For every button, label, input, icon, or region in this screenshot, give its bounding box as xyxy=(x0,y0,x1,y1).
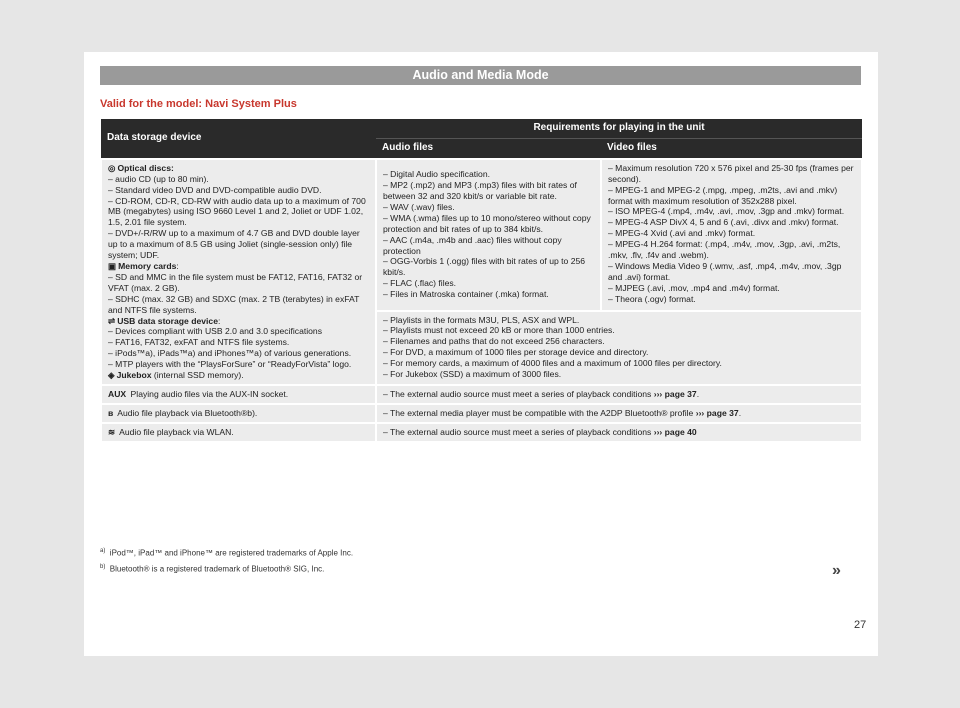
valid-model-note: Valid for the model: Navi System Plus xyxy=(100,98,297,110)
section-header: Audio and Media Mode xyxy=(100,66,861,85)
jukebox-icon: ◈ xyxy=(108,370,115,381)
wlan-label: Audio file playback via WLAN. xyxy=(119,426,234,437)
audio-line: – Digital Audio specification. xyxy=(383,169,491,180)
wlan-row-req xyxy=(376,423,862,442)
video-line: – MPEG-1 and MPEG-2 (.mpg, .mpeg, .m2ts, .avi and .mkv) format with maximum resolution of 352x288 pixel. xyxy=(608,184,838,206)
continue-mark: » xyxy=(832,562,841,579)
col-header-device: Data storage device xyxy=(101,119,376,159)
video-line: – ISO MPEG-4 (.mp4, .m4v, .avi, .mov, .3gp and .mkv) format. xyxy=(608,206,845,217)
page-number: 27 xyxy=(854,619,867,631)
aux-req-text: – The external audio source must meet a series of playback conditions xyxy=(383,388,652,399)
usb-line: – FAT16, FAT32, exFAT and NTFS file systems. xyxy=(108,337,290,348)
audio-line: – WMA (.wma) files up to 10 mono/stereo without copy protection and bit rates of up to 384 kbit/s. xyxy=(383,212,591,234)
audio-line: – Files in Matroska container (.mka) format. xyxy=(383,289,549,300)
aux-page-link[interactable]: ››› page 37 xyxy=(653,388,697,399)
disc-icon: ◎ xyxy=(108,162,116,173)
video-line: – MJPEG (.avi, .mov, .mp4 and .m4v) format. xyxy=(608,282,780,293)
video-line: – MPEG-4 H.264 format: (.mp4, .m4v, .mov, .3gp, .avi, .m2ts, .mkv, .flv, .f4v and .webm). xyxy=(608,239,841,261)
playlist-line: – For DVD, a maximum of 1000 files per storage device and directory. xyxy=(383,347,649,358)
jukebox-title: Jukebox xyxy=(116,370,152,381)
audio-line: – WAV (.wav) files. xyxy=(383,201,455,212)
video-line: – Maximum resolution 720 x 576 pixel and 25-30 fps (frames per second). xyxy=(608,162,854,184)
col-header-video: Video files xyxy=(601,138,862,158)
wlan-row-label xyxy=(101,423,376,442)
usb-line: – Devices compliant with USB 2.0 and 3.0 specifications xyxy=(108,326,322,337)
audio-line: – AAC (.m4a, .m4b and .aac) files without copy protection xyxy=(383,234,562,256)
playlist-cell xyxy=(376,311,862,385)
audio-line: – OGG-Vorbis 1 (.ogg) files with bit rates of up to 256 kbit/s. xyxy=(383,256,586,278)
memory-title: Memory cards xyxy=(118,260,177,271)
playlist-line: – For Jukebox (SSD) a maximum of 3000 files. xyxy=(383,369,562,380)
playlist-line: – Filenames and paths that do not exceed 256 characters. xyxy=(383,336,605,347)
memory-line: – SDHC (max. 32 GB) and SDXC (max. 2 TB (terabytes) in exFAT and NTFS file systems. xyxy=(108,293,360,315)
optical-line: – Standard video DVD and DVD-compatible audio DVD. xyxy=(108,184,322,195)
bluetooth-page-link[interactable]: ››› page 37 xyxy=(695,407,739,418)
usb-title: USB data storage device xyxy=(117,315,218,326)
optical-line: – DVD+/-R/RW up to a maximum of 4.7 GB and DVD double layer up to a maximum of 8.5 GB using Joliet (single-session only) file system; UDF. xyxy=(108,228,360,261)
footnote-b: $^{b)}$ Bluetooth® is a registered trademark of Bluetooth® SIG, Inc. xyxy=(100,564,325,574)
optical-line: – audio CD (up to 80 min). xyxy=(108,173,209,184)
requirements-table xyxy=(100,119,863,443)
aux-label: Playing audio files via the AUX-IN socket. xyxy=(130,388,289,399)
bluetooth-req-text: – The external media player must be compatible with the A2DP Bluetooth® profile xyxy=(383,407,694,418)
usb-icon: ⇌ xyxy=(108,315,116,326)
video-files-cell xyxy=(601,159,862,311)
usb-lines xyxy=(108,326,369,370)
wlan-req-text: – The external audio source must meet a series of playback conditions xyxy=(383,426,652,437)
col-header-requirements: Requirements for playing in the unit xyxy=(376,119,862,138)
optical-line: – CD-ROM, CD-R, CD-RW with audio data up to a maximum of 700 MB (megabytes) using ISO 9660 Level 1 and 2, Joliet or UDF 1.02, 1.5, 2.01 file system. xyxy=(108,195,366,228)
aux-row-req: – The external audio source must meet a series of playback conditions ››› page 37. xyxy=(376,385,862,404)
memory-line: – SD and MMC in the file system must be FAT12, FAT16, FAT32 or VFAT (max. 2 GB). xyxy=(108,271,363,293)
optical-title: Optical discs xyxy=(117,162,171,173)
memory-lines xyxy=(108,272,369,316)
wlan-page-link[interactable]: ››› page 40 xyxy=(653,426,697,437)
video-line: – MPEG-4 Xvid (.avi and .mkv) format. xyxy=(608,228,756,239)
playlist-line: – Playlists must not exceed 20 kB or more than 1000 entries. xyxy=(383,325,615,336)
usb-line: – iPods™a), iPads™a) and iPhones™a) of various generations. xyxy=(108,348,352,359)
video-line: – MPEG-4 ASP DivX 4, 5 and 6 (.avi, .divx and .mkv) format. xyxy=(608,217,839,228)
memory-card-icon: ▣ xyxy=(108,260,117,271)
bluetooth-label: Audio file playback via Bluetooth®b). xyxy=(117,407,258,418)
wlan-icon: ≋ xyxy=(108,426,116,437)
optical-lines xyxy=(108,174,369,261)
manual-page xyxy=(84,52,878,656)
playlist-line: – For memory cards, a maximum of 4000 files and a maximum of 1000 files per directory. xyxy=(383,358,722,369)
aux-icon: AUX xyxy=(108,388,127,399)
audio-files-cell xyxy=(376,159,601,311)
jukebox-text: (internal SSD memory). xyxy=(151,370,244,381)
aux-row-label xyxy=(101,385,376,404)
bluetooth-icon: ʙ xyxy=(108,407,114,418)
video-line: – Windows Media Video 9 (.wmv, .asf, .mp4, .m4v, .mov, .3gp and .avi) format. xyxy=(608,260,842,282)
audio-line: – FLAC (.flac) files. xyxy=(383,278,457,289)
bluetooth-row-label xyxy=(101,404,376,423)
playlist-line: – Playlists in the formats M3U, PLS, ASX and WPL. xyxy=(383,314,580,325)
audio-line: – MP2 (.mp2) and MP3 (.mp3) files with bit rates of between 32 and 320 kbit/s or variable bit rate. xyxy=(383,180,577,202)
video-line: – Theora (.ogv) format. xyxy=(608,293,696,304)
col-header-audio: Audio files xyxy=(376,138,601,158)
bluetooth-row-req: – The external media player must be compatible with the A2DP Bluetooth® profile ››› page 37. xyxy=(376,404,862,423)
device-cell: ◎ Optical discs: – audio CD (up to 80 min). – Standard video DVD and DVD-compatible audio DVD. – CD-ROM, CD-R, CD-RW with audio data up to a maximum of 700 MB (megabytes) using ISO 9660 Level 1 and 2, Joliet or UDF 1.02, 1.5, 2.01 file system. – DVD+/-R/RW up to a maximum of 4.7 GB and DVD double layer up to a maximum of 8.5 GB using Joliet (single-session only) file system; UDF. ▣ Memory cards: – SD and MMC in the file system must be FAT12, FAT16, FAT32 or VFAT (max. 2 GB). – SDHC (max. 32 GB) and SDXC (max. 2 TB (terabytes) in exFAT and NTFS file systems. ⇌ USB data storage device: – Devices compliant with USB 2.0 and 3.0 specifications – FAT16, FAT32, exFAT and NTFS file systems. – iPods™a), iPads™a) and iPhones™a) of various generations. – MTP players with the “PlaysForSure” or “ReadyForVista” logo. ◈ Jukebox (internal SSD memory). xyxy=(101,159,376,385)
footnote-a: $^{a)}$ iPod™, iPad™ and iPhone™ are registered trademarks of Apple Inc. xyxy=(100,548,354,558)
usb-line: – MTP players with the “PlaysForSure” or “ReadyForVista” logo. xyxy=(108,359,352,370)
